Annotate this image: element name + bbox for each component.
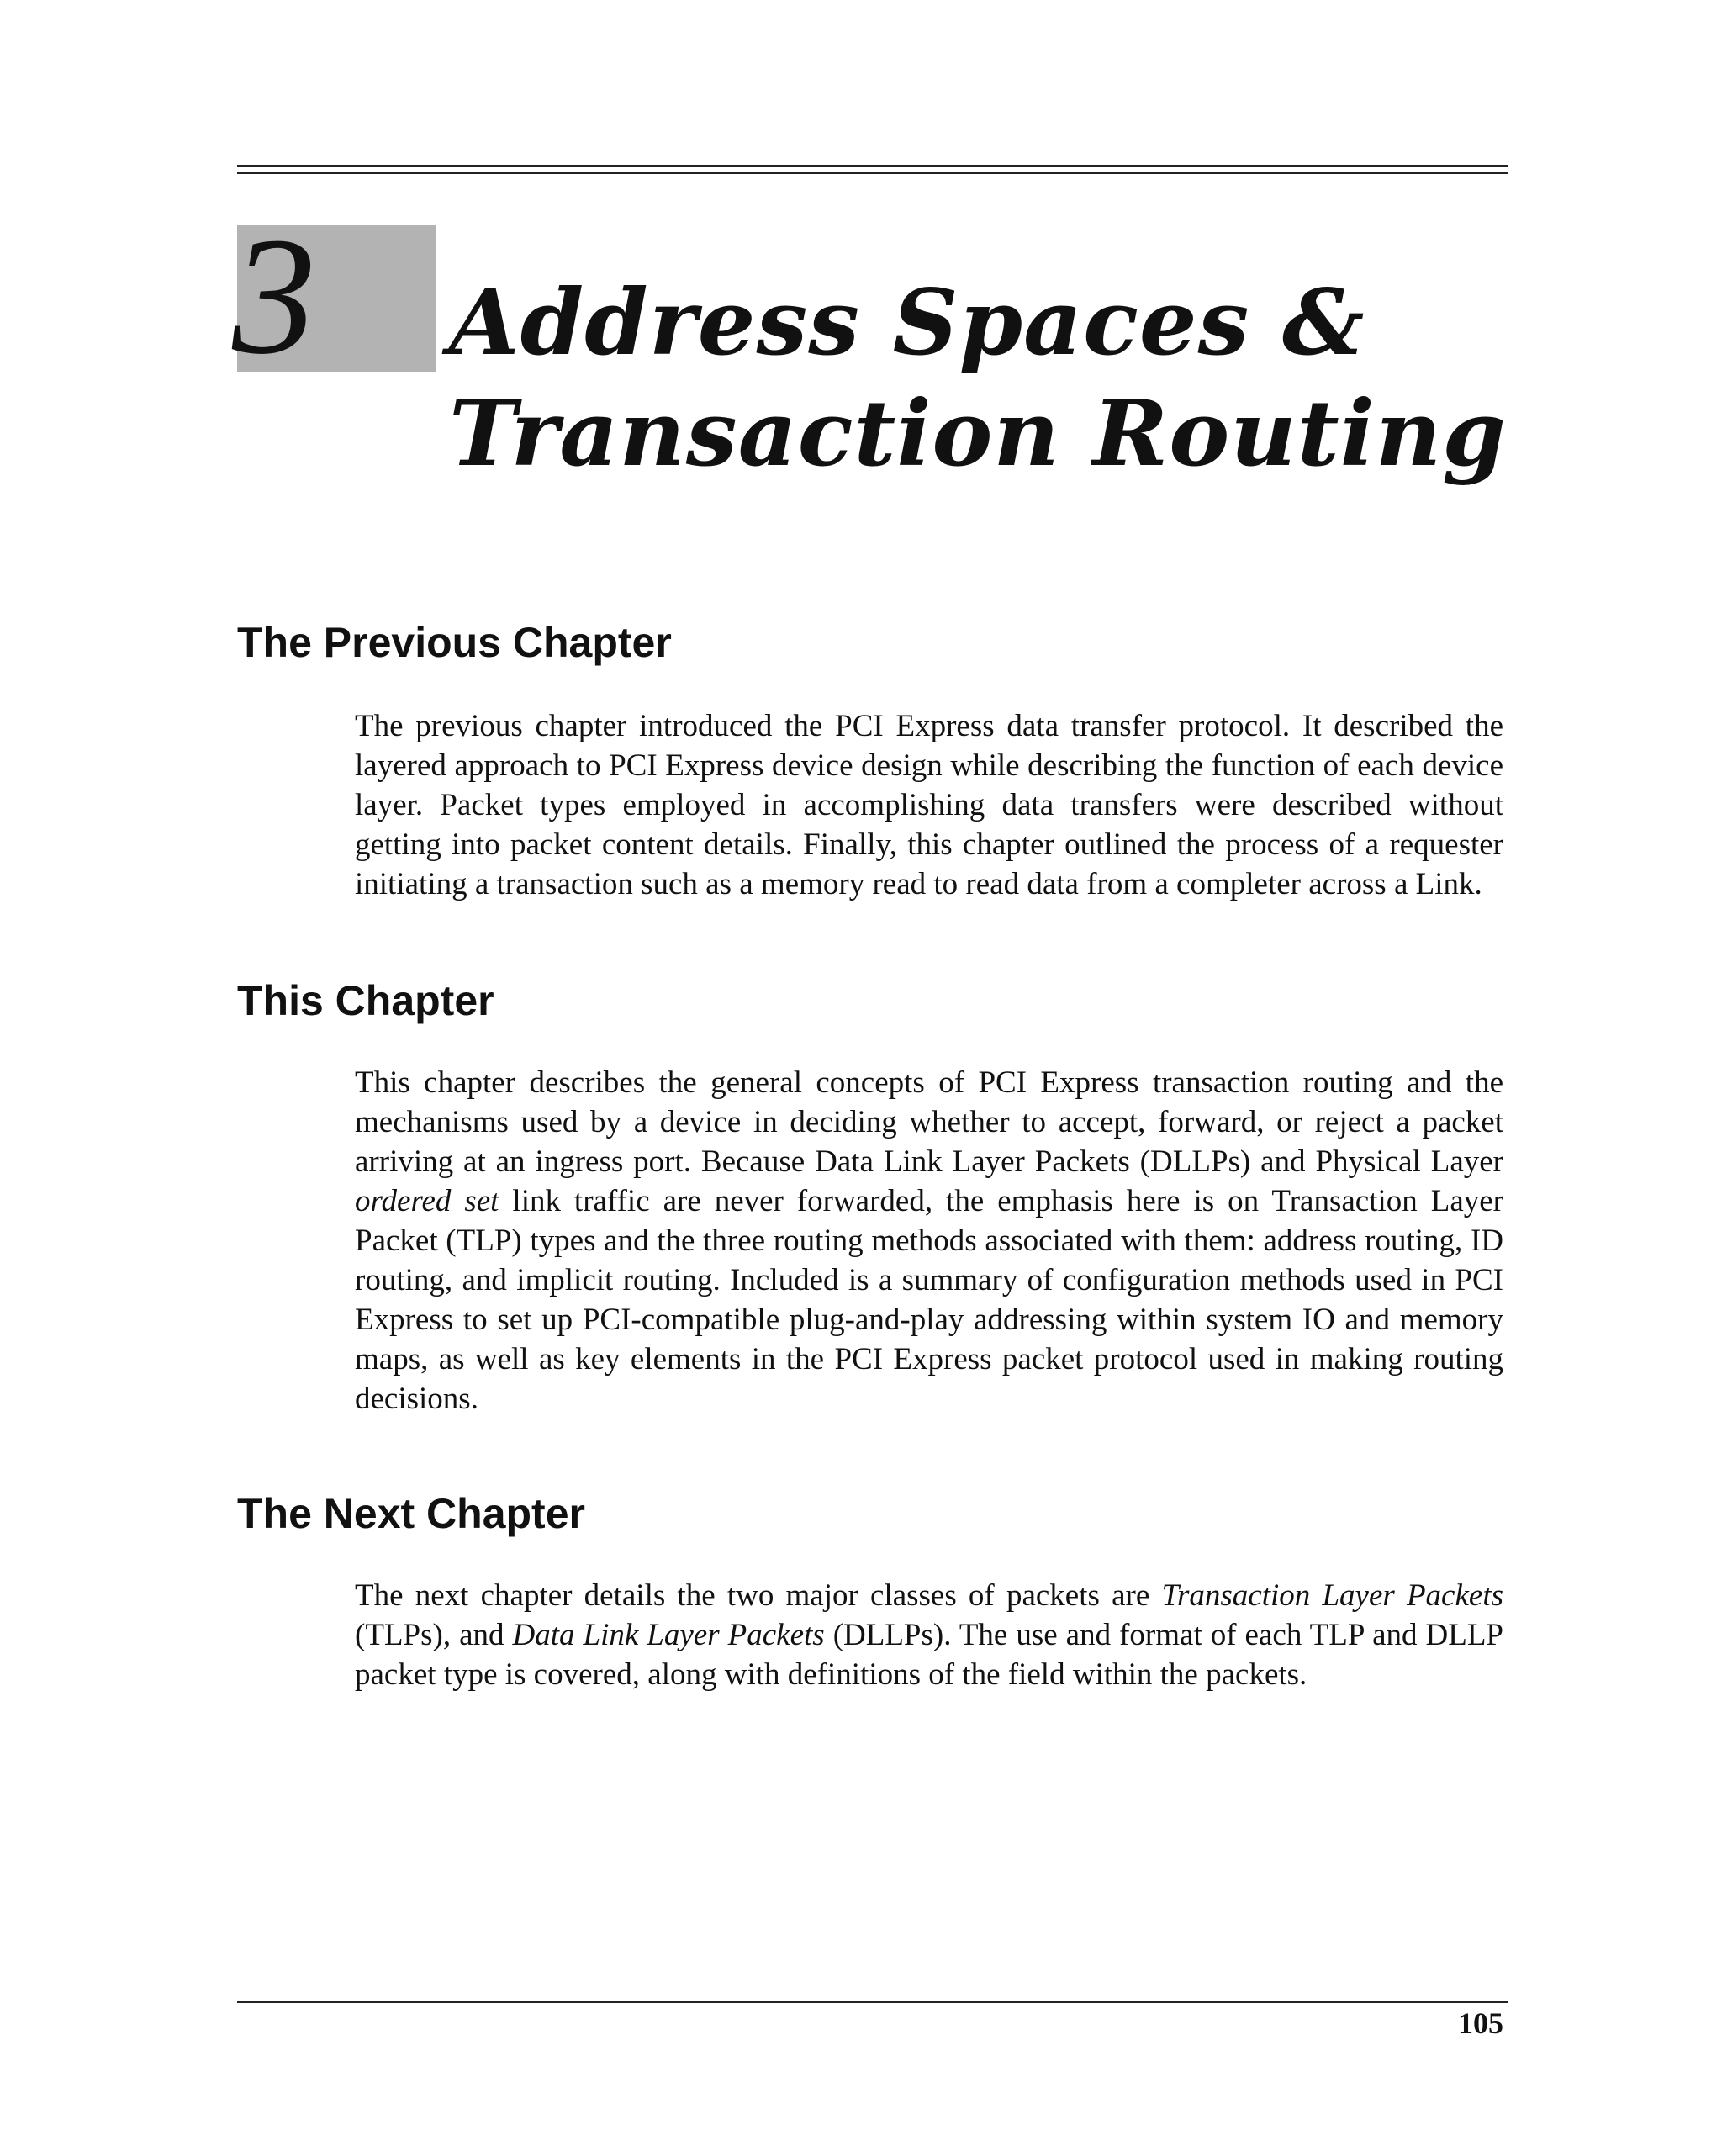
page-number: 105: [1458, 2006, 1503, 2040]
emphasized-term: ordered set: [355, 1184, 499, 1218]
body-text: The next chapter details the two major classes of packets are: [355, 1578, 1162, 1613]
section-heading-this-chapter: This Chapter: [237, 977, 494, 1024]
chapter-title-line-1: Address Spaces &: [449, 270, 1365, 376]
header-rule-secondary: [237, 172, 1508, 174]
body-text: This chapter describes the general concepts of PCI Express transaction routing and the mechanisms used by a device in deciding whether to accept, forward, or reject a packet arriving at an ingress port. Because Data Link Layer Packets (DLLPs) and Physical Layer: [355, 1065, 1503, 1179]
section-heading-next-chapter: The Next Chapter: [237, 1490, 585, 1537]
body-text: link traffic are never forwarded, the emphasis here is on Transaction Layer Packet (TLP) types and the three routing methods associated with them: address routing, ID routing, and implicit routing. Included is a summary of configuration methods used in PCI Express to set up PCI-compatible plug-and-play addressing within system IO and memory maps, as well as key elements in the PCI Express packet protocol used in making routing decisions.: [355, 1184, 1503, 1416]
chapter-number: 3: [232, 203, 316, 389]
section-body-this-chapter: [355, 1063, 1503, 1419]
footer-rule: [237, 2001, 1508, 2003]
body-text: (DLLPs). The use and format of each TLP and DLLP packet type is covered, along with definitions of the field within the packets.: [355, 1618, 1504, 1692]
chapter-title: [449, 267, 1507, 489]
section-heading-previous-chapter: The Previous Chapter: [237, 619, 672, 666]
section-body-next-chapter: [355, 1576, 1503, 1694]
emphasized-term: Transaction Layer Packets: [1161, 1578, 1503, 1613]
chapter-title-line-2: Transaction Routing: [449, 381, 1507, 487]
section-body-previous-chapter: The previous chapter introduced the PCI Express data transfer protocol. It described the layered approach to PCI Express device design while describing the function of each device layer. Packet types employed in accomplishing data transfers were described without getting into packet content details. Finally, this chapter outlined the process of a requester initiating a transaction such as a memory read to read data from a completer across a Link.: [355, 709, 1503, 901]
emphasized-term: Data Link Layer Packets: [512, 1618, 825, 1652]
header-rule: [237, 165, 1508, 167]
body-text: (TLPs), and: [355, 1618, 513, 1652]
